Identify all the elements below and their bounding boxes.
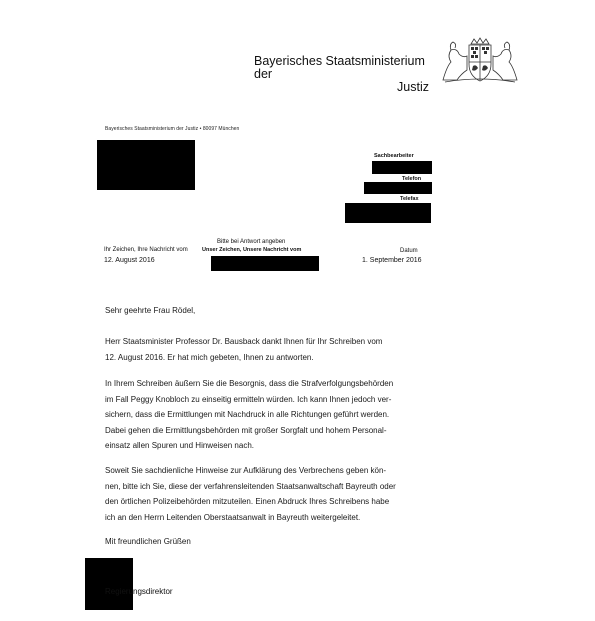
sachbearbeiter-label: Sachbearbeiter <box>374 153 414 159</box>
ministry-name <box>254 55 429 94</box>
telefax-label: Telefax <box>400 196 419 202</box>
paragraph-3 <box>105 463 500 525</box>
paragraph-2-line: In Ihrem Schreiben äußern Sie die Besorgnis, dass die Strafverfolgungsbehörden <box>105 379 394 388</box>
paragraph-3-line: nen, bitte ich Sie, diese der verfahrensleitenden Staatsanwaltschaft Bayreuth oder <box>105 481 396 491</box>
paragraph-2-line: im Fall Peggy Knobloch zu einseitig ermitteln würden. Ich kann Ihnen jedoch ver- <box>105 394 392 404</box>
bavarian-coat-of-arms-icon <box>437 36 523 84</box>
redacted-sachbearbeiter <box>372 161 432 174</box>
paragraph-2 <box>105 376 500 454</box>
bitte-bei-antwort-label: Bitte bei Antwort angeben <box>217 239 286 245</box>
salutation: Sehr geehrte Frau Rödel, <box>105 306 196 315</box>
ministry-name-line2: Justiz <box>397 80 429 94</box>
paragraph-3-line: ich an den Herrn Leitenden Oberstaatsanwalt in Bayreuth weitergeleitet. <box>105 512 361 522</box>
ministry-name-line1: Bayerisches Staatsministerium der <box>254 54 425 81</box>
ihr-zeichen-value: 12. August 2016 <box>104 257 155 264</box>
paragraph-2-line: Dabei gehen die Ermittlungsbehörden mit großer Sorgfalt und hohem Personal- <box>105 425 387 435</box>
paragraph-1 <box>105 334 500 365</box>
ihr-zeichen-label: Ihr Zeichen, Ihre Nachricht vom <box>104 247 188 253</box>
redacted-unser-zeichen <box>211 256 319 271</box>
signer-title: Regierungsdirektor <box>105 587 173 596</box>
unser-zeichen-label: Unser Zeichen, Unsere Nachricht vom <box>202 247 302 253</box>
paragraph-1-line: Herr Staatsminister Professor Dr. Bausback dankt Ihnen für Ihr Schreiben vom <box>105 337 383 346</box>
paragraph-3-line: Soweit Sie sachdienliche Hinweise zur Aufklärung des Verbrechens geben kön- <box>105 466 387 475</box>
redacted-telefax <box>345 203 431 223</box>
paragraph-2-line: einsatz allen Spuren und Hinweisen nach. <box>105 441 254 450</box>
redacted-recipient-address <box>97 140 195 190</box>
redacted-telefon <box>364 182 432 194</box>
datum-value: 1. September 2016 <box>362 257 422 264</box>
closing: Mit freundlichen Grüßen <box>105 537 191 546</box>
telefon-label: Telefon <box>402 176 422 182</box>
paragraph-2-line: sichern, dass die Ermittlungen mit Nachdruck in alle Richtungen geführt werden. <box>105 410 390 419</box>
sender-address-line: Bayerisches Staatsministerium der Justiz • 80097 München <box>105 126 240 132</box>
redacted-signature <box>85 558 133 610</box>
datum-label: Datum <box>400 248 418 254</box>
paragraph-1-line: 12. August 2016. Er hat mich gebeten, Ihnen zu antworten. <box>105 352 314 362</box>
paragraph-3-line: den örtlichen Polizeibehörden mitzuteilen. Einen Abdruck Ihres Schreibens habe <box>105 497 390 506</box>
